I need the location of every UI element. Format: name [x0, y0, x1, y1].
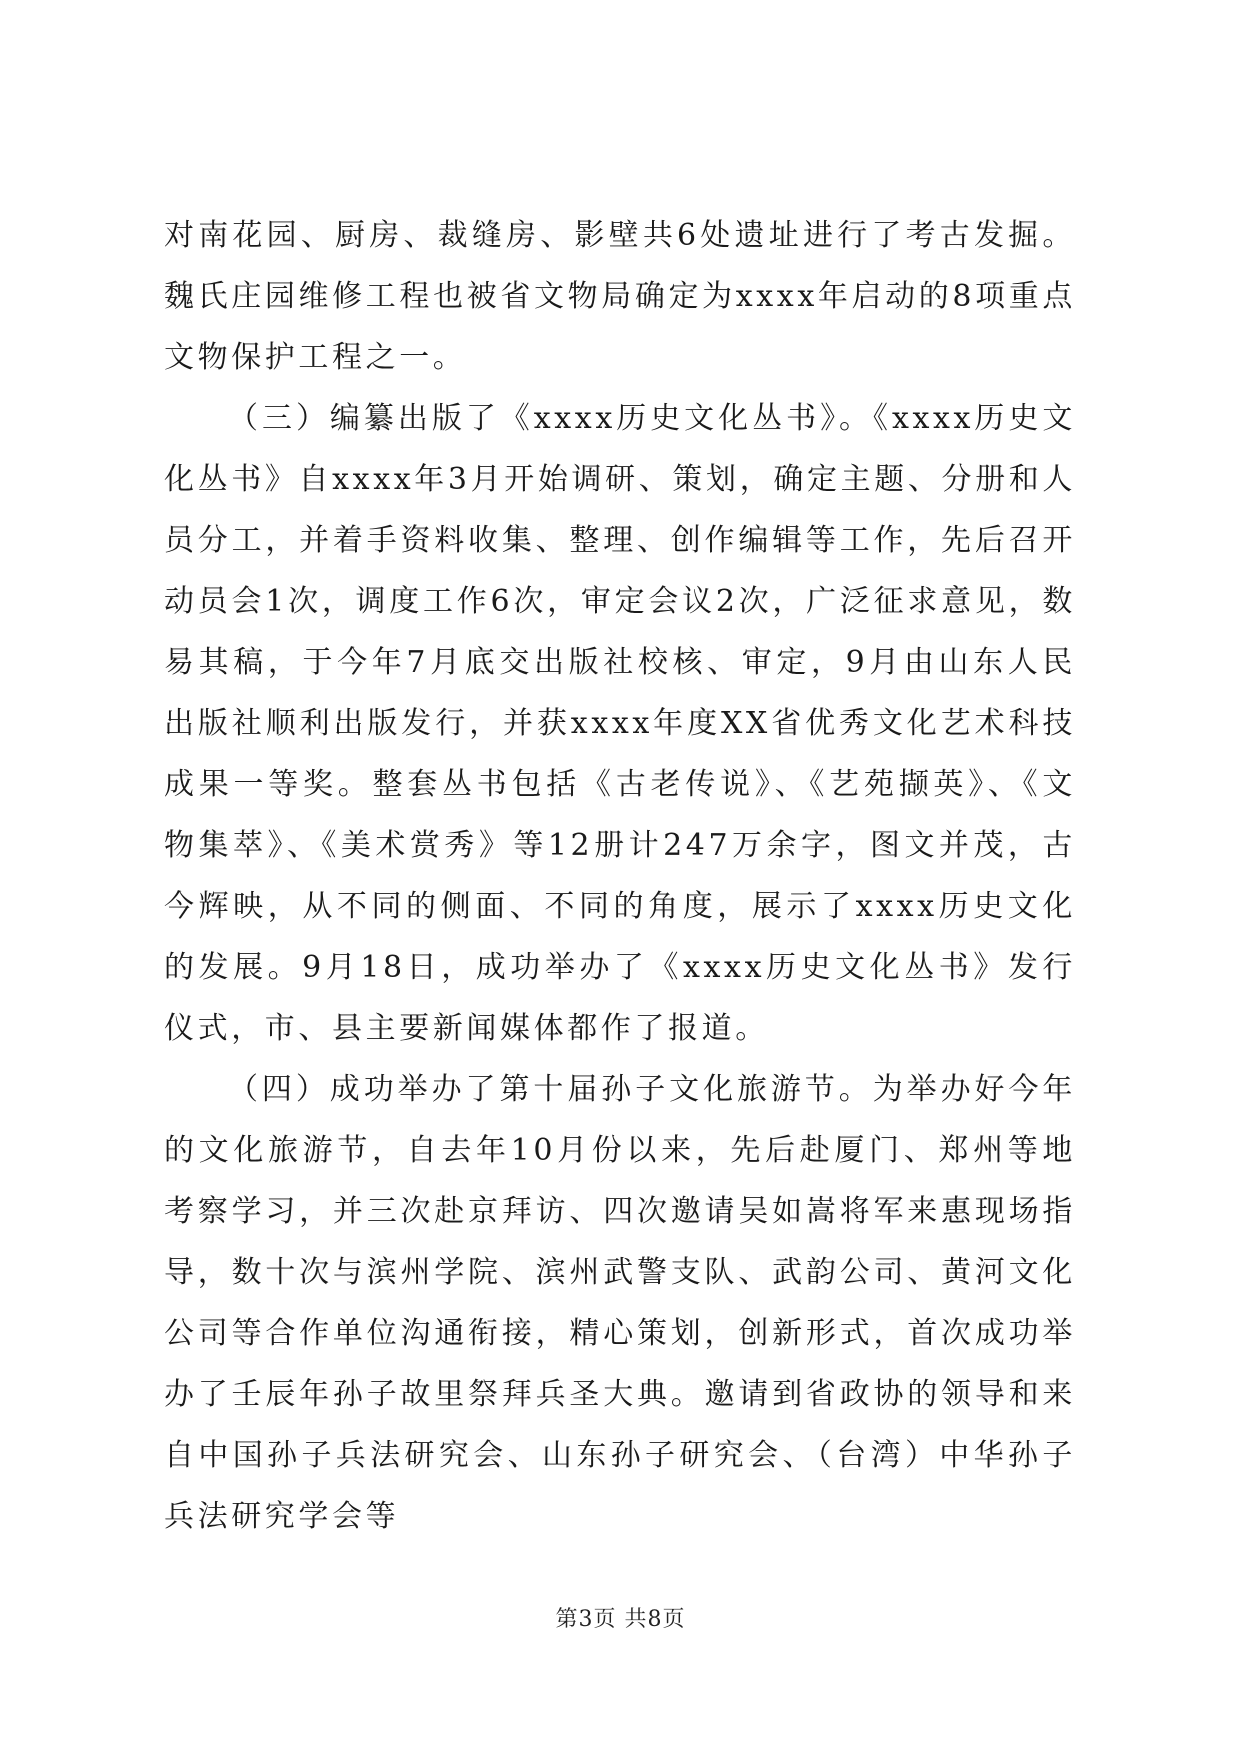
document-body — [164, 205, 1076, 1547]
paragraph-1: 对南花园、厨房、裁缝房、影壁共6处遗址进行了考古发掘。魏氏庄园维修工程也被省文物局确定为xxxx年启动的8项重点文物保护工程之一。 — [164, 218, 1076, 375]
paragraph-2: （三）编纂出版了《xxxx历史文化丛书》。《xxxx历史文化丛书》自xxxx年3月开始调研、策划，确定主题、分册和人员分工，并着手资料收集、整理、创作编辑等工作，先后召开动员会1次，调度工作6次，审定会议2次，广泛征求意见，数易其稿，于今年7月底交出版社校核、审定，9月由山东人民出版社顺利出版发行，并获xxxx年度XX省优秀文化艺术科技成果一等奖。整套丛书包括《古老传说》、《艺苑撷英》、《文物集萃》、《美术赏秀》等12册计247万余字，图文并茂，古今辉映，从不同的侧面、不同的角度，展示了xxxx历史文化的发展。9月18日，成功举办了《xxxx历史文化丛书》发行仪式，市、县主要新闻媒体都作了报道。 — [164, 401, 1076, 1046]
page-number-footer: 第3页 共8页 — [555, 1607, 686, 1632]
paragraph-3: （四）成功举办了第十届孙子文化旅游节。为举办好今年的文化旅游节，自去年10月份以来，先后赴厦门、郑州等地考察学习，并三次赴京拜访、四次邀请吴如嵩将军来惠现场指导，数十次与滨州学院、滨州武警支队、武韵公司、黄河文化公司等合作单位沟通衔接，精心策划，创新形式，首次成功举办了壬辰年孙子故里祭拜兵圣大典。邀请到省政协的领导和来自中国孙子兵法研究会、山东孙子研究会、（台湾）中华孙子兵法研究学会等 — [164, 1072, 1076, 1534]
